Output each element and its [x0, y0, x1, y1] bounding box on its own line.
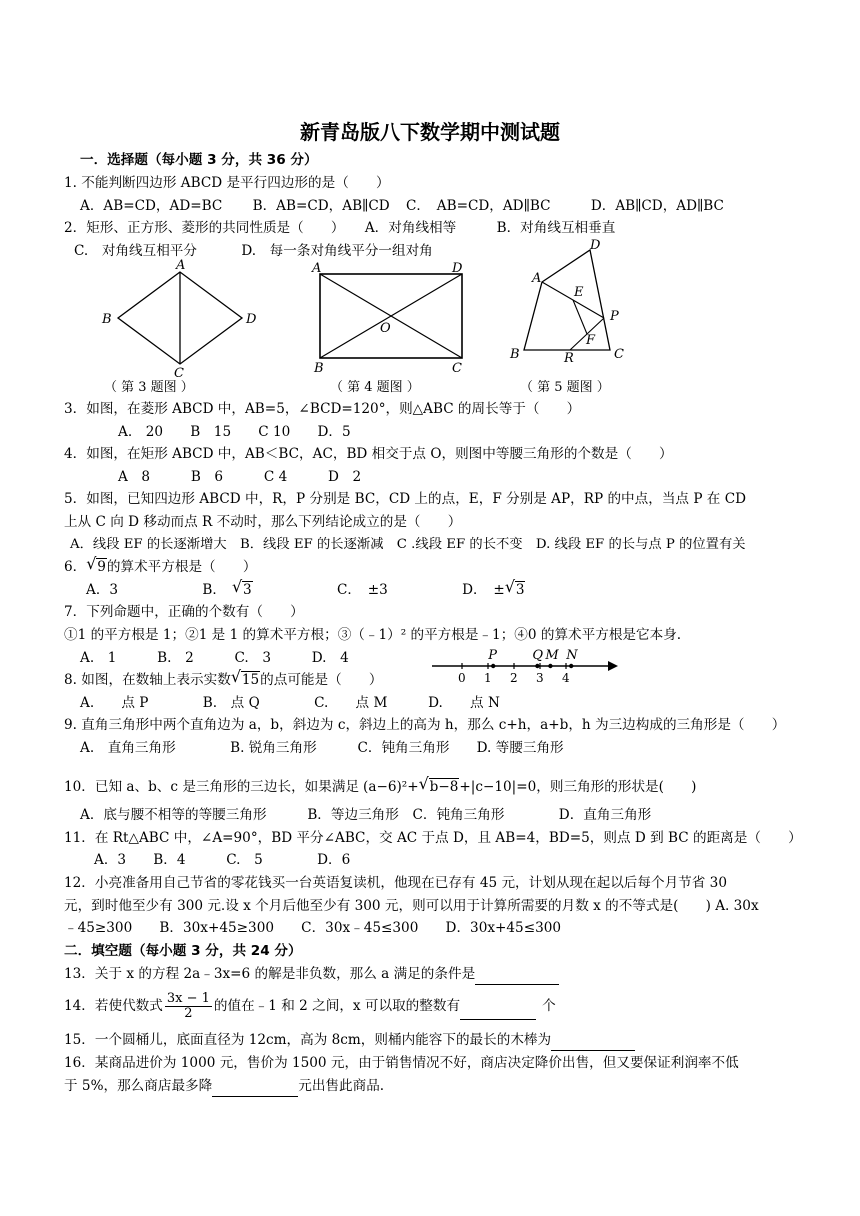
- fig5-caption: （ 第 5 题图 ）: [520, 380, 610, 395]
- q3-stem: 3．如图，在菱形 ABCD 中，AB=5，∠BCD=120°，则△ABC 的周长等于（ ）: [64, 401, 581, 417]
- q8-radical: [231, 670, 260, 690]
- q10-suffix: =0，则三角形的形状是( ): [516, 779, 697, 795]
- fig3-label-d: D: [246, 312, 257, 327]
- q9-stem: 9. 直角三角形中两个直角边为 a，b，斜边为 c，斜边上的高为 h，那么 c+h，a+b，h 为三边构成的三角形是（ ）: [64, 717, 786, 733]
- axis-point: [535, 664, 539, 668]
- q5-options[interactable]: A．线段 EF 的长逐渐增大 B．线段 EF 的长逐渐减 C .线段 EF 的长不变 D. 线段 EF 的长与点 P 的位置有关: [70, 537, 746, 552]
- q1-options: [80, 196, 724, 216]
- q6-option-a[interactable]: A．3: [86, 582, 119, 598]
- section-fill-heading: 二．填空题（每小题 3 分，共 24 分）: [64, 943, 302, 959]
- q1-stem: 1. 不能判断四边形 ABCD 是平行四边形的是（ ）: [64, 175, 390, 191]
- q16-line1: 16．某商品进价为 1000 元，售价为 1500 元，由于销售情况不好，商店决定降价出售，但又要保证利润率不低: [64, 1055, 739, 1071]
- q4-options[interactable]: A 8 B 6 C 4 D 2: [118, 469, 362, 485]
- q10-stem: [64, 777, 696, 797]
- q14-fraction: [165, 992, 212, 1021]
- q2-stem-row: [64, 218, 615, 238]
- q6-option-d-label: D． ±: [462, 582, 505, 598]
- axis-point-label: N: [566, 648, 578, 663]
- q6-radicand: 9: [97, 559, 106, 575]
- section-choice-heading: 一．选择题（每小题 3 分，共 36 分）: [80, 152, 318, 168]
- q16-tail: 元出售此商品.: [298, 1078, 385, 1094]
- q13-answer-blank[interactable]: [475, 964, 559, 985]
- q1-option-a[interactable]: A．AB=CD，AD=BC: [80, 198, 223, 214]
- q14-numerator: 3x − 1: [166, 991, 210, 1006]
- q1-option-c[interactable]: C． AB=CD，AD∥BC: [405, 198, 551, 214]
- q8-number-line: [430, 642, 620, 682]
- q10-radical: [419, 777, 460, 797]
- q6-stem: [64, 557, 256, 577]
- q3-options[interactable]: A. 20 B 15 C 10 D．5: [118, 424, 351, 440]
- axis-point: [491, 664, 495, 668]
- q11-options[interactable]: A．3 B．4 C. 5 D．6: [94, 852, 351, 868]
- q14-suffix: 的值在﹣1 和 2 之间，x 可以取的整数有: [213, 998, 461, 1014]
- q8-radicand: 15: [241, 672, 260, 688]
- axis-point-label: Q: [532, 648, 544, 663]
- q12-line3: ﹣45≥300 B．30x+45≥300 C．30x﹣45≤300 D．30x+45≤300: [64, 920, 562, 936]
- q14-unit: 个: [542, 998, 556, 1014]
- q2-option-b[interactable]: B．对角线互相垂直: [496, 220, 616, 236]
- q6-option-d-radical: [505, 580, 526, 600]
- q6-radical: [86, 557, 107, 577]
- q7-body: ①1 的平方根是 1；②1 是 1 的算术平方根；③（﹣1）² 的平方根是﹣1；④0 的算术平方根是它本身.: [64, 627, 682, 643]
- axis-point: [548, 664, 552, 668]
- fig4-label-o: O: [380, 321, 391, 336]
- q6-option-d[interactable]: [462, 582, 525, 598]
- axis-tick-label: 3: [536, 671, 544, 682]
- q14-answer-blank[interactable]: [460, 993, 536, 1020]
- q13-stem: 13．关于 x 的方程 2a﹣3x=6 的解是非负数，那么 a 满足的条件是: [64, 966, 476, 982]
- q8-prefix: 8. 如图，在数轴上表示实数: [64, 672, 231, 688]
- axis-tick-label: 2: [510, 671, 518, 682]
- q5-stem-line1: 5．如图，已知四边形 ABCD 中，R，P 分别是 BC，CD 上的点，E，F 分别是 AP，RP 的中点，当点 P 在 CD: [64, 491, 747, 507]
- axis-point-label: M: [545, 648, 559, 663]
- q6-option-c[interactable]: C． ±3: [336, 582, 388, 598]
- q6-option-b[interactable]: [202, 582, 252, 598]
- q15-stem: 15．一个圆桶儿，底面直径为 12cm，高为 8cm，则桶内能容下的最长的木棒为: [64, 1032, 552, 1048]
- q16-stem: 于 5%，那么商店最多降: [64, 1078, 213, 1094]
- q14-row: [64, 992, 556, 1021]
- fig5-label-p: P: [610, 309, 619, 324]
- fig4-label-c: C: [452, 361, 462, 376]
- fig4-label-b: B: [314, 361, 324, 376]
- q6-option-b-radical: [232, 580, 253, 600]
- axis-tick-label: 4: [562, 671, 570, 682]
- q10-options[interactable]: A．底与腰不相等的等腰三角形 B．等边三角形 C．钝角三角形 D．直角三角形: [80, 807, 652, 823]
- axis-tick-label: 1: [484, 671, 492, 682]
- q5-stem-line2: 上从 C 向 D 移动而点 R 不动时，那么下列结论成立的是（ ）: [64, 514, 462, 530]
- q1-option-b[interactable]: B．AB=CD，AB∥CD: [252, 198, 390, 214]
- q10-radicand: b−8: [429, 779, 459, 795]
- figure-5-quadrilateral: [500, 236, 630, 368]
- q12-line1: 12．小亮准备用自己节省的零花钱买一台英语复读机，他现在已存有 45 元，计划从现在起以后每个月节省 30: [64, 875, 727, 891]
- q16-line2: [64, 1076, 384, 1097]
- q16-answer-blank[interactable]: [212, 1076, 298, 1097]
- axis-tick-label: 0: [458, 671, 466, 682]
- fig5-label-f: F: [586, 333, 596, 348]
- q2-option-a[interactable]: A．对角线相等: [364, 220, 457, 236]
- fig5-label-b: B: [510, 347, 520, 362]
- q11-stem: 11．在 Rt△ABC 中，∠A=90°，BD 平分∠ABC，交 AC 于点 D，且 AB=4，BD=5，则点 D 到 BC 的距离是（ ）: [64, 830, 802, 846]
- q8-stem: [64, 670, 382, 690]
- fig5-label-e: E: [574, 285, 584, 300]
- q1-option-d[interactable]: D．AB∥CD，AD∥BC: [590, 198, 724, 214]
- fig5-label-r: R: [564, 351, 574, 366]
- q6-options: [86, 580, 525, 600]
- q8-suffix: 的点可能是（ ）: [260, 672, 383, 688]
- q6-prefix: 6．: [64, 559, 87, 575]
- q9-options[interactable]: A. 直角三角形 B. 锐角三角形 C．钝角三角形 D. 等腰三角形: [80, 740, 564, 756]
- q12-line2: 元，到时他至少有 300 元.设 x 个月后他至少有 300 元，则可以用于计算所需要的月数 x 的不等式是( ) A. 30x: [64, 898, 759, 914]
- fig4-caption: （ 第 4 题图 ）: [330, 380, 420, 395]
- q14-denominator: 2: [184, 1006, 193, 1021]
- q7-stem: 7．下列命题中，正确的个数有（ ）: [64, 604, 304, 620]
- fig4-label-d: D: [452, 261, 463, 276]
- fig3-label-a: A: [176, 258, 186, 273]
- q6-option-b-radicand: 3: [242, 582, 252, 598]
- q2-option-c[interactable]: C. 对角线互相平分: [74, 243, 197, 259]
- axis-point: [569, 664, 573, 668]
- fig5-label-c: C: [614, 347, 624, 362]
- q4-stem: 4．如图，在矩形 ABCD 中，AB＜BC，AC，BD 相交于点 O，则图中等腰三角形的个数是（ ）: [64, 446, 673, 462]
- q2-stem: 2．矩形、正方形、菱形的共同性质是（ ）: [64, 220, 345, 236]
- q10-expr-square: (a−6)²+: [363, 779, 419, 795]
- fig3-label-b: B: [102, 312, 112, 327]
- q6-suffix: 的算术平方根是（ ）: [106, 559, 257, 575]
- q6-option-d-radicand: 3: [515, 582, 525, 598]
- q6-option-b-label: B．: [202, 582, 226, 598]
- q2-option-d[interactable]: D. 每一条对角线平分一组对角: [241, 243, 433, 259]
- fig4-label-a: A: [312, 261, 322, 276]
- axis-point-label: P: [488, 648, 497, 663]
- q7-options[interactable]: A. 1 B. 2 C. 3 D. 4: [80, 650, 349, 666]
- q15-row: [64, 1030, 635, 1051]
- fig3-caption: （ 第 3 题图 ）: [104, 380, 194, 395]
- q8-options[interactable]: A. 点 P B. 点 Q C. 点 M D. 点 N: [80, 695, 500, 711]
- page-title: 新青岛版八下数学期中测试题: [300, 120, 560, 144]
- fig5-label-d: D: [590, 238, 601, 253]
- figure-4-rectangle: [306, 258, 476, 376]
- q10-expr-abs: +|c−10|: [459, 779, 517, 795]
- q10-prefix: 10．已知 a、b、c 是三角形的三边长，如果满足: [64, 779, 360, 795]
- fig5-label-a: A: [532, 271, 542, 286]
- q14-prefix: 14．若使代数式: [64, 998, 163, 1014]
- q13-row: [64, 964, 559, 985]
- figure-3-rhombus: [96, 258, 266, 378]
- fig3-label-c: C: [174, 366, 184, 378]
- q15-answer-blank[interactable]: [551, 1030, 635, 1051]
